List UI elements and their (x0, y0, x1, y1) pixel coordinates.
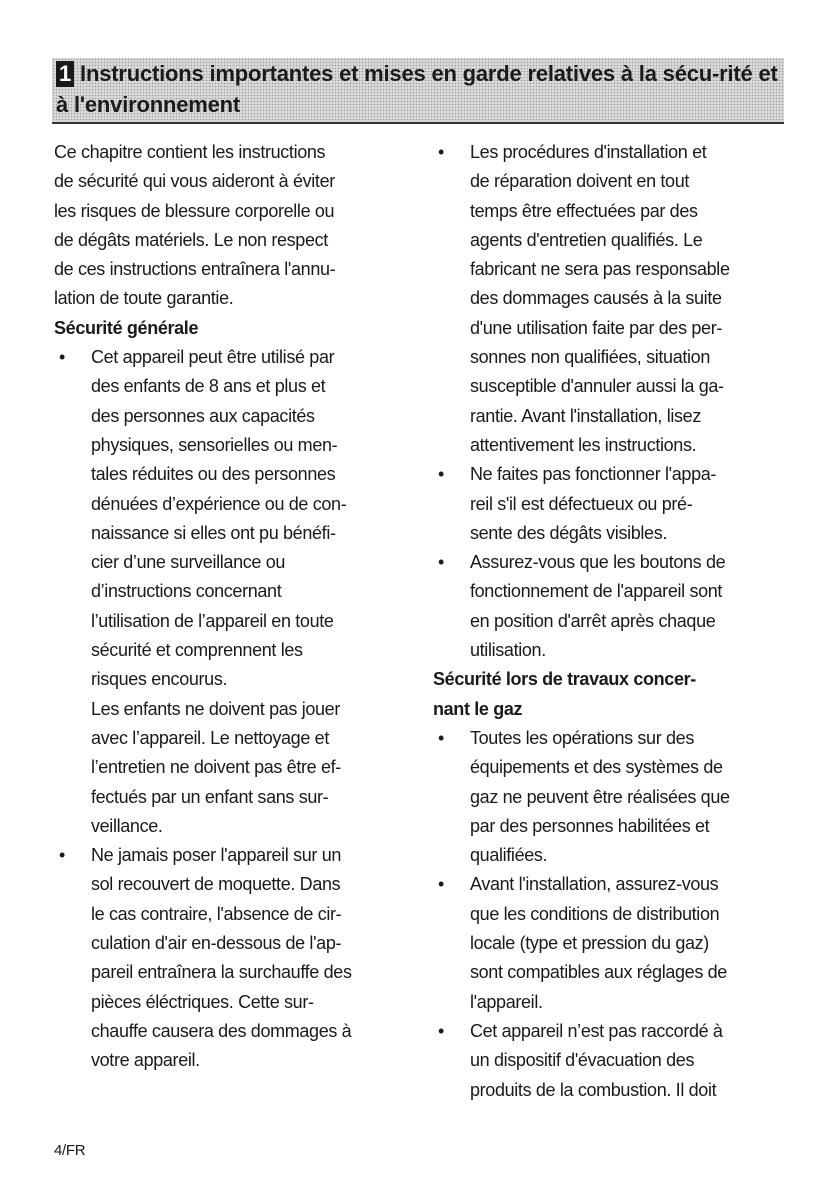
intro-paragraph (54, 138, 390, 314)
text-line: tales réduites ou des personnes (91, 464, 336, 485)
section-heading-gas (433, 665, 793, 724)
text-line: • Les procédures d'installation et (470, 142, 707, 162)
text-line: chauffe causera des dommages à (91, 1020, 352, 1041)
text-line: les risques de blessure corporelle ou (54, 200, 335, 221)
text-line: nant le gaz (433, 698, 523, 719)
text-line: risques encourus. (91, 669, 228, 690)
left-column (54, 138, 390, 1076)
text-line: des personnes aux capacités (91, 405, 315, 426)
chapter-number: 1 (56, 61, 74, 87)
text-line: lation de toute garantie. (54, 288, 234, 309)
text-line: que les conditions de distribution (470, 903, 720, 924)
list-item (54, 343, 390, 841)
text-line: susceptible d'annuler aussi la ga- (470, 376, 724, 397)
text-line: des dommages causés à la suite (470, 288, 722, 309)
text-line: rantie. Avant l'installation, lisez (470, 405, 701, 426)
text-line: produits de la combustion. Il doit (470, 1079, 717, 1100)
text-line: sonnes non qualifiées, situation (470, 347, 710, 368)
text-line: culation d'air en-dessous de l'ap- (91, 933, 342, 954)
list-item (433, 460, 793, 548)
page-number: 4/FR (54, 1142, 86, 1159)
sub-paragraph (91, 695, 390, 841)
text-line: le cas contraire, l'absence de cir- (91, 903, 342, 924)
text-line: fonctionnement de l'appareil sont (470, 581, 723, 602)
text-line: temps être effectuées par des (470, 200, 698, 221)
list-item (433, 870, 793, 1016)
text-line: votre appareil. (91, 1050, 200, 1071)
chapter-heading (56, 58, 782, 120)
text-line: • Ne jamais poser l'appareil sur un (91, 845, 342, 866)
list-item (433, 724, 793, 870)
text-line: des enfants de 8 ans et plus et (91, 376, 326, 397)
text-line: • Ne faites pas fonctionner l'appa- (470, 464, 717, 485)
text-line: l’entretien ne doivent pas être ef- (91, 757, 341, 778)
text-line: en position d'arrêt après chaque (470, 610, 716, 631)
text-line: Sécurité lors de travaux concer- (433, 669, 696, 690)
text-line: fectués par un enfant sans sur- (91, 786, 329, 807)
text-line: sont compatibles aux réglages de (470, 962, 727, 983)
section-heading-general: Sécurité générale (54, 317, 199, 338)
list-item (54, 841, 390, 1075)
text-line: sécurité et comprennent les (91, 640, 303, 661)
text-line: • Avant l'installation, assurez-vous (470, 874, 719, 895)
text-line: dénuées d’expérience ou de con- (91, 493, 347, 514)
text-line: de réparation doivent en tout (470, 171, 690, 192)
list-item (433, 138, 793, 460)
text-line: gaz ne peuvent être réalisées que (470, 786, 730, 807)
text-line: avec l’appareil. Le nettoyage et (91, 727, 329, 748)
text-line: Les enfants ne doivent pas jouer (91, 698, 340, 719)
text-line: veillance. (91, 815, 163, 836)
text-line: de sécurité qui vous aideront à éviter (54, 171, 335, 192)
text-line: pièces éléctriques. Cette sur- (91, 991, 314, 1012)
list-item (433, 1017, 793, 1105)
text-line: • Cet appareil n’est pas raccordé à (470, 1020, 723, 1041)
text-line: fabricant ne sera pas responsable (470, 259, 730, 280)
text-line: sol recouvert de moquette. Dans (91, 874, 341, 895)
text-line: • Toutes les opérations sur des (470, 727, 694, 748)
text-line: • Cet appareil peut être utilisé par (91, 347, 335, 368)
text-line: physiques, sensorielles ou men- (91, 434, 338, 455)
text-line: un dispositif d'évacuation des (470, 1050, 695, 1071)
chapter-title: Instructions importantes et mises en garde relatives à la sécu-rité et à l'environnement (56, 61, 778, 117)
text-line: locale (type et pression du gaz) (470, 933, 709, 954)
list-item (433, 548, 793, 665)
text-line: de ces instructions entraînera l'annu- (54, 259, 336, 280)
text-line: d’instructions concernant (91, 581, 282, 602)
text-line: agents d'entretien qualifiés. Le (470, 229, 703, 250)
right-column (433, 138, 793, 1105)
bullet-list-gas (433, 724, 793, 1105)
text-line: l’utilisation de l’appareil en toute (91, 610, 334, 631)
text-line: de dégâts matériels. Le non respect (54, 229, 328, 250)
text-line: pareil entraînera la surchauffe des (91, 962, 352, 983)
text-line: utilisation. (470, 640, 546, 661)
bullet-list-general-continued (433, 138, 793, 665)
text-line: sente des dégâts visibles. (470, 522, 668, 543)
text-line: attentivement les instructions. (470, 434, 697, 455)
text-line: Ce chapitre contient les instructions (54, 142, 326, 162)
text-line: naissance si elles ont pu bénéfi- (91, 522, 336, 543)
text-line: l'appareil. (470, 991, 543, 1012)
text-line: équipements et des systèmes de (470, 757, 723, 778)
text-line: d'une utilisation faite par des per- (470, 317, 722, 338)
text-line: reil s'il est défectueux ou pré- (470, 493, 693, 514)
text-line: • Assurez-vous que les boutons de (470, 552, 726, 573)
text-line: qualifiées. (470, 845, 548, 866)
text-line: par des personnes habilitées et (470, 815, 710, 836)
text-line: cier d’une surveillance ou (91, 552, 286, 573)
bullet-list-general (54, 343, 390, 1075)
